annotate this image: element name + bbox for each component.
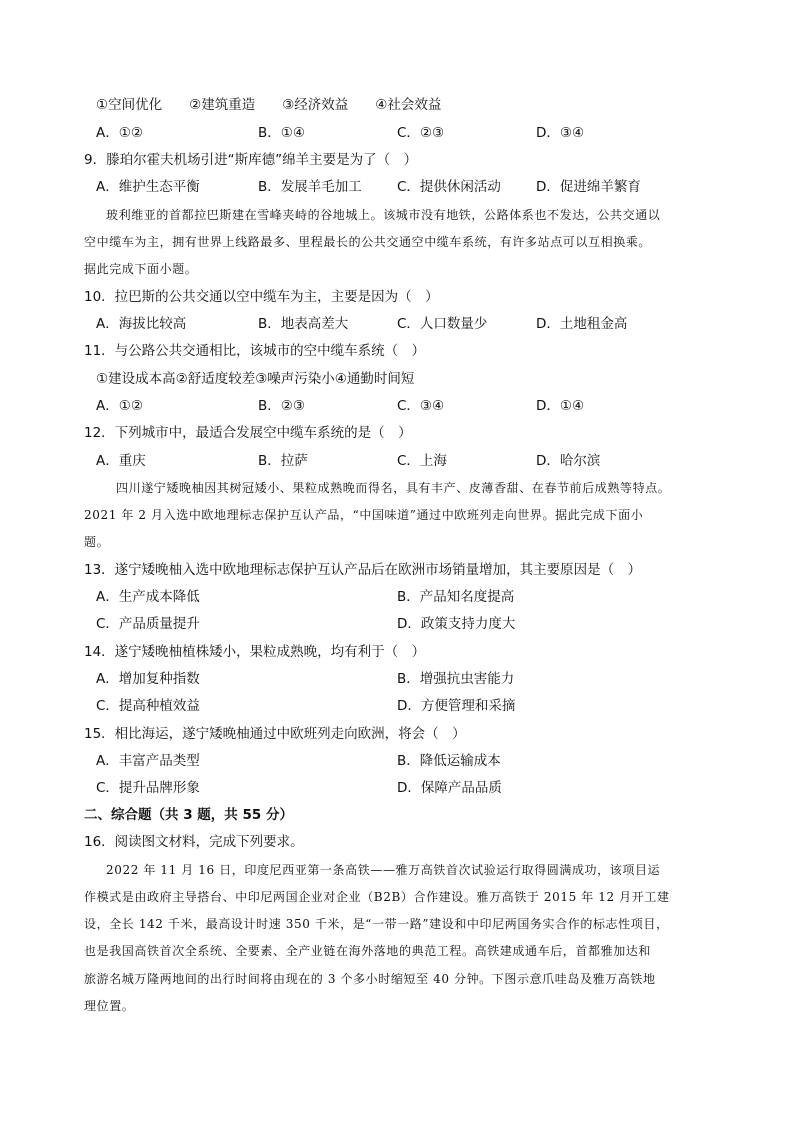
q14-stem: 14．遂宁矮晚柚植株矮小，果粒成熟晚，均有利于（ ） [84,644,426,660]
q15-option-d[interactable]: D．保障产品品质 [397,780,502,796]
q16-passage-line-1: 2022 年 11 月 16 日，印度尼西亚第一条高铁——雅万高铁首次试验运行取得圆满成功，该项目运 [106,863,661,877]
q13-option-a[interactable]: A．生产成本降低 [96,589,200,605]
section-2-heading: 二、综合题（共 3 题，共 55 分） [84,807,293,823]
passage2-line-2: 2021 年 2 月入选中欧地理标志保护互认产品，“中国味道”通过中欧班列走向世界。据此完成下面小 [84,508,644,522]
q16-passage-line-3: 设，全长 142 千米，最高设计时速 350 千米，是“一带一路”建设和中印尼两国务实合作的标志性项目， [84,917,669,931]
q8-option-a[interactable]: A．①② [96,125,143,141]
q10-option-d[interactable]: D．土地租金高 [536,316,628,332]
q9-option-a[interactable]: A．维护生态平衡 [96,179,200,195]
q8-option-d[interactable]: D．③④ [536,125,585,141]
q12-option-d[interactable]: D．哈尔滨 [536,453,601,469]
q9-stem: 9．滕珀尔霍夫机场引进“斯库德”绵羊主要是为了（ ） [84,152,418,168]
passage1-line-1: 玻利维亚的首都拉巴斯建在雪峰夹峙的谷地城上。该城市没有地铁，公路体系也不发达，公共交通以 [106,208,661,222]
q15-option-b[interactable]: B．降低运输成本 [397,753,501,769]
q10-stem: 10．拉巴斯的公共交通以空中缆车为主，主要是因为（ ） [84,289,439,305]
q15-stem: 15．相比海运，遂宁矮晚柚通过中欧班列走向欧洲，将会（ ） [84,726,466,742]
q13-stem: 13．遂宁矮晚柚入选中欧地理标志保护互认产品后在欧洲市场销量增加，其主要原因是（ ） [84,562,642,578]
passage1-line-2: 空中缆车为主，拥有世界上线路最多、里程最长的公共交通空中缆车系统，有许多站点可以互相换乘。 [84,235,652,249]
q14-option-c[interactable]: C．提高种植效益 [96,698,200,714]
q16-passage-line-4: 也是我国高铁首次全系统、全要素、全产业链在海外落地的典范工程。高铁建成通车后，首都雅加达和 [84,944,652,958]
q10-option-a[interactable]: A．海拔比较高 [96,316,187,332]
q8-items: ①空间优化 ②建筑重造 ③经济效益 ④社会效益 [96,97,442,113]
q13-option-d[interactable]: D．政策支持力度大 [397,616,516,632]
q13-option-b[interactable]: B．产品知名度提高 [397,589,515,605]
q12-option-c[interactable]: C．上海 [397,453,447,469]
q15-option-a[interactable]: A．丰富产品类型 [96,753,200,769]
q14-option-a[interactable]: A．增加复种指数 [96,671,200,687]
q9-option-d[interactable]: D．促进绵羊繁育 [536,179,641,195]
passage1-line-3: 据此完成下面小题。 [84,262,198,276]
q16-passage-line-6: 理位置。 [84,999,135,1013]
q10-option-b[interactable]: B．地表高差大 [258,316,349,332]
q13-option-c[interactable]: C．产品质量提升 [96,616,200,632]
q8-option-b[interactable]: B．①④ [258,125,305,141]
q11-option-b[interactable]: B．②③ [258,398,305,414]
q10-option-c[interactable]: C．人口数量少 [397,316,488,332]
q11-items: ①建设成本高②舒适度较差③噪声污染小④通勤时间短 [96,371,415,387]
q16-passage-line-5: 旅游名城万隆两地间的出行时间将由现在的 3 个多小时缩短至 40 分钟。下图示意爪哇岛及雅万高铁地 [84,972,656,986]
q15-option-c[interactable]: C．提升品牌形象 [96,780,200,796]
q16-stem: 16．阅读图文材料，完成下列要求。 [84,834,304,850]
q11-option-c[interactable]: C．③④ [397,398,445,414]
q14-option-d[interactable]: D．方便管理和采摘 [397,698,516,714]
q12-option-b[interactable]: B．拉萨 [258,453,308,469]
q11-option-d[interactable]: D．①④ [536,398,585,414]
q11-stem: 11．与公路公共交通相比，该城市的空中缆车系统（ ） [84,343,426,359]
q8-option-c[interactable]: C．②③ [397,125,445,141]
q12-option-a[interactable]: A．重庆 [96,453,146,469]
q16-passage-line-2: 作模式是由政府主导搭台、中印尼两国企业对企业（B2B）合作建设。雅万高铁于 2015 年 12 月开工建 [84,890,670,904]
q14-option-b[interactable]: B．增强抗虫害能力 [397,671,515,687]
q12-stem: 12．下列城市中，最适合发展空中缆车系统的是（ ） [84,425,412,441]
passage2-line-1: 四川遂宁矮晚柚因其树冠矮小、果粒成熟晚而得名，具有丰产、皮薄香甜、在春节前后成熟等特点。 [116,481,671,495]
passage2-line-3: 题。 [84,535,110,549]
q9-option-c[interactable]: C．提供休闲活动 [397,179,501,195]
q11-option-a[interactable]: A．①② [96,398,143,414]
q9-option-b[interactable]: B．发展羊毛加工 [258,179,362,195]
